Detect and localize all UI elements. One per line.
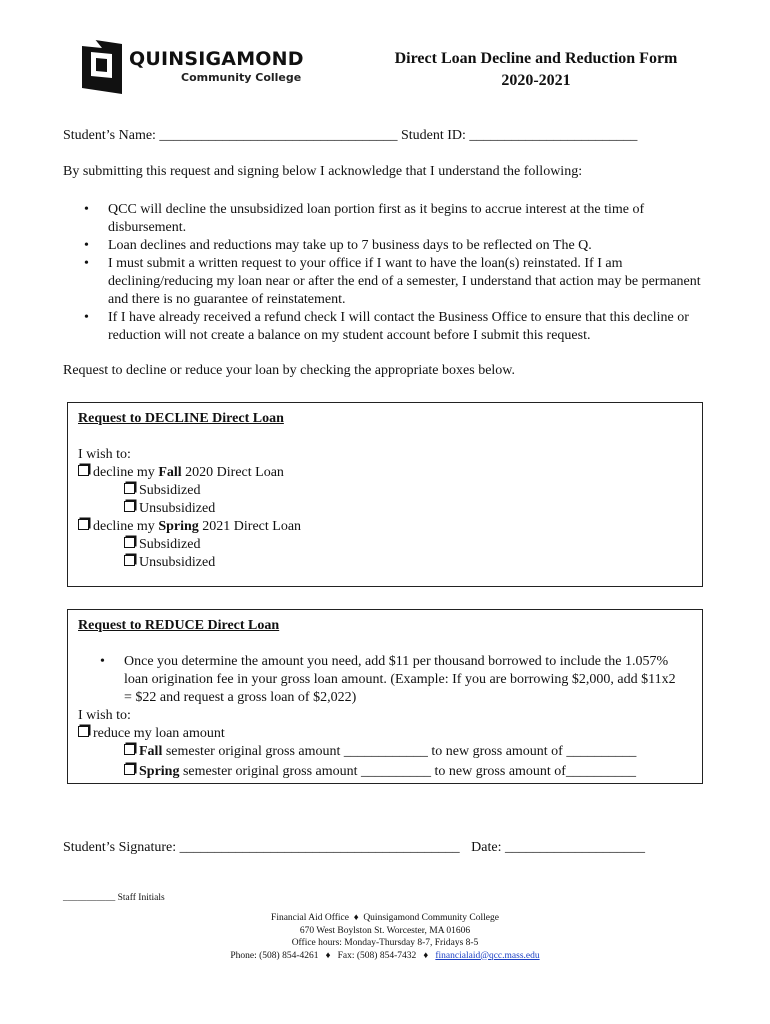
decline-title: Request to DECLINE Direct Loan: [78, 411, 284, 426]
student-name-label: Student’s Name: _: [63, 128, 167, 143]
footer-contact: [0, 950, 770, 963]
footer-hours: Office hours: Monday-Thursday 8-7, Fridays 8-5: [291, 938, 479, 948]
decline-box: [67, 402, 703, 587]
footer-line1: Financial Aid Office ♦ Quinsigamond Community College: [271, 913, 499, 923]
signature-label[interactable]: Student’s Signature: _________________________________: [63, 840, 411, 855]
checkbox[interactable]: [124, 764, 135, 775]
checkbox[interactable]: [78, 726, 89, 737]
footer-phone: Phone: (508) 854-4261: [230, 950, 319, 961]
checkbox[interactable]: [78, 519, 89, 530]
reduce-loan-option[interactable]: reduce my loan amount: [78, 725, 225, 743]
student-name-blank[interactable]: _________________________________: [166, 128, 398, 143]
checkbox[interactable]: [78, 465, 89, 476]
reduce-wish: I wish to:: [78, 708, 131, 723]
diamond-icon: ♦: [325, 950, 331, 961]
footer-email-link[interactable]: financialaid@qcc.mass.edu: [435, 950, 540, 961]
staff-initials: ___________ Staff Initials: [63, 893, 165, 903]
diamond-icon: ♦: [353, 913, 359, 923]
decline-fall-unsubsidized[interactable]: Unsubsidized: [124, 500, 215, 518]
footer-address: 670 West Boylston St. Worcester, MA 01606: [299, 925, 471, 936]
form-title-line1: Direct Loan Decline and Reduction Form: [394, 50, 678, 67]
reduce-list: [98, 653, 678, 707]
reduce-spring-option[interactable]: Spring semester original gross amount __________ to new gross amount of__________: [124, 763, 636, 781]
student-id-label: Student ID:: [400, 128, 466, 143]
footer: [0, 912, 770, 962]
logo-name: QUINSIGAMOND: [129, 48, 304, 70]
checkbox[interactable]: [124, 555, 135, 566]
checkbox[interactable]: [124, 744, 135, 755]
logo-mark-icon: [82, 38, 122, 94]
decline-fall-option[interactable]: decline my Fall 2020 Direct Loan: [78, 464, 284, 482]
checkbox[interactable]: [124, 483, 135, 494]
decline-spring-unsubsidized[interactable]: Unsubsidized: [124, 554, 215, 572]
checkbox[interactable]: [124, 537, 135, 548]
signature-blank[interactable]: _______: [410, 840, 460, 855]
reduce-title: Request to REDUCE Direct Loan: [78, 618, 280, 633]
decline-fall-subsidized[interactable]: Subsidized: [124, 482, 200, 500]
decline-spring-option[interactable]: decline my Spring 2021 Direct Loan: [78, 518, 301, 536]
student-id-blank[interactable]: ________________________: [469, 128, 638, 143]
reduce-fall-option[interactable]: Fall semester original gross amount ____________ to new gross amount of __________: [124, 743, 636, 761]
reduce-box: [67, 609, 703, 784]
list-item: • QCC will decline the unsubsidized loan portion first as it begins to accrue interest at the time of disbursement.: [82, 201, 712, 237]
list-item: • If I have already received a refund check I will contact the Business Office to ensure that this decline or reduction will not create a balance on my student account before I submit this request.: [82, 309, 712, 345]
college-logo: [82, 38, 312, 96]
diamond-icon: ♦: [423, 950, 429, 961]
date-label[interactable]: Date: ____________________: [471, 840, 645, 855]
logo-subtitle: Community College: [181, 71, 302, 84]
decline-spring-subsidized[interactable]: Subsidized: [124, 536, 200, 554]
checkbox[interactable]: [124, 501, 135, 512]
list-item: • I must submit a written request to your office if I want to have the loan(s) reinstated. If I am declining/reducing my loan near or after the end of a semester, I understand that action may be permanent and there is no guarantee of reinstatement.: [82, 255, 712, 309]
acknowledge-list: [82, 201, 712, 345]
form-title-year: 2020-2021: [501, 72, 571, 89]
acknowledge-text: By submitting this request and signing below I acknowledge that I understand the following:: [63, 164, 583, 179]
form-title: [366, 48, 706, 92]
list-item: • Once you determine the amount you need, add $11 per thousand borrowed to include the 1.057% loan origination fee in your gross loan amount. (Example: If you are borrowing $2,000, add $11x2 = $22 and request a gross loan of $2,022): [98, 653, 678, 707]
request-intro: Request to decline or reduce your loan by checking the appropriate boxes below.: [63, 363, 515, 378]
signature-line: [63, 840, 645, 856]
decline-wish: I wish to:: [78, 447, 131, 462]
student-info-line: [63, 128, 637, 144]
list-item: • Loan declines and reductions may take up to 7 business days to be reflected on The Q.: [82, 237, 712, 255]
footer-fax: Fax: (508) 854-7432: [337, 950, 417, 961]
